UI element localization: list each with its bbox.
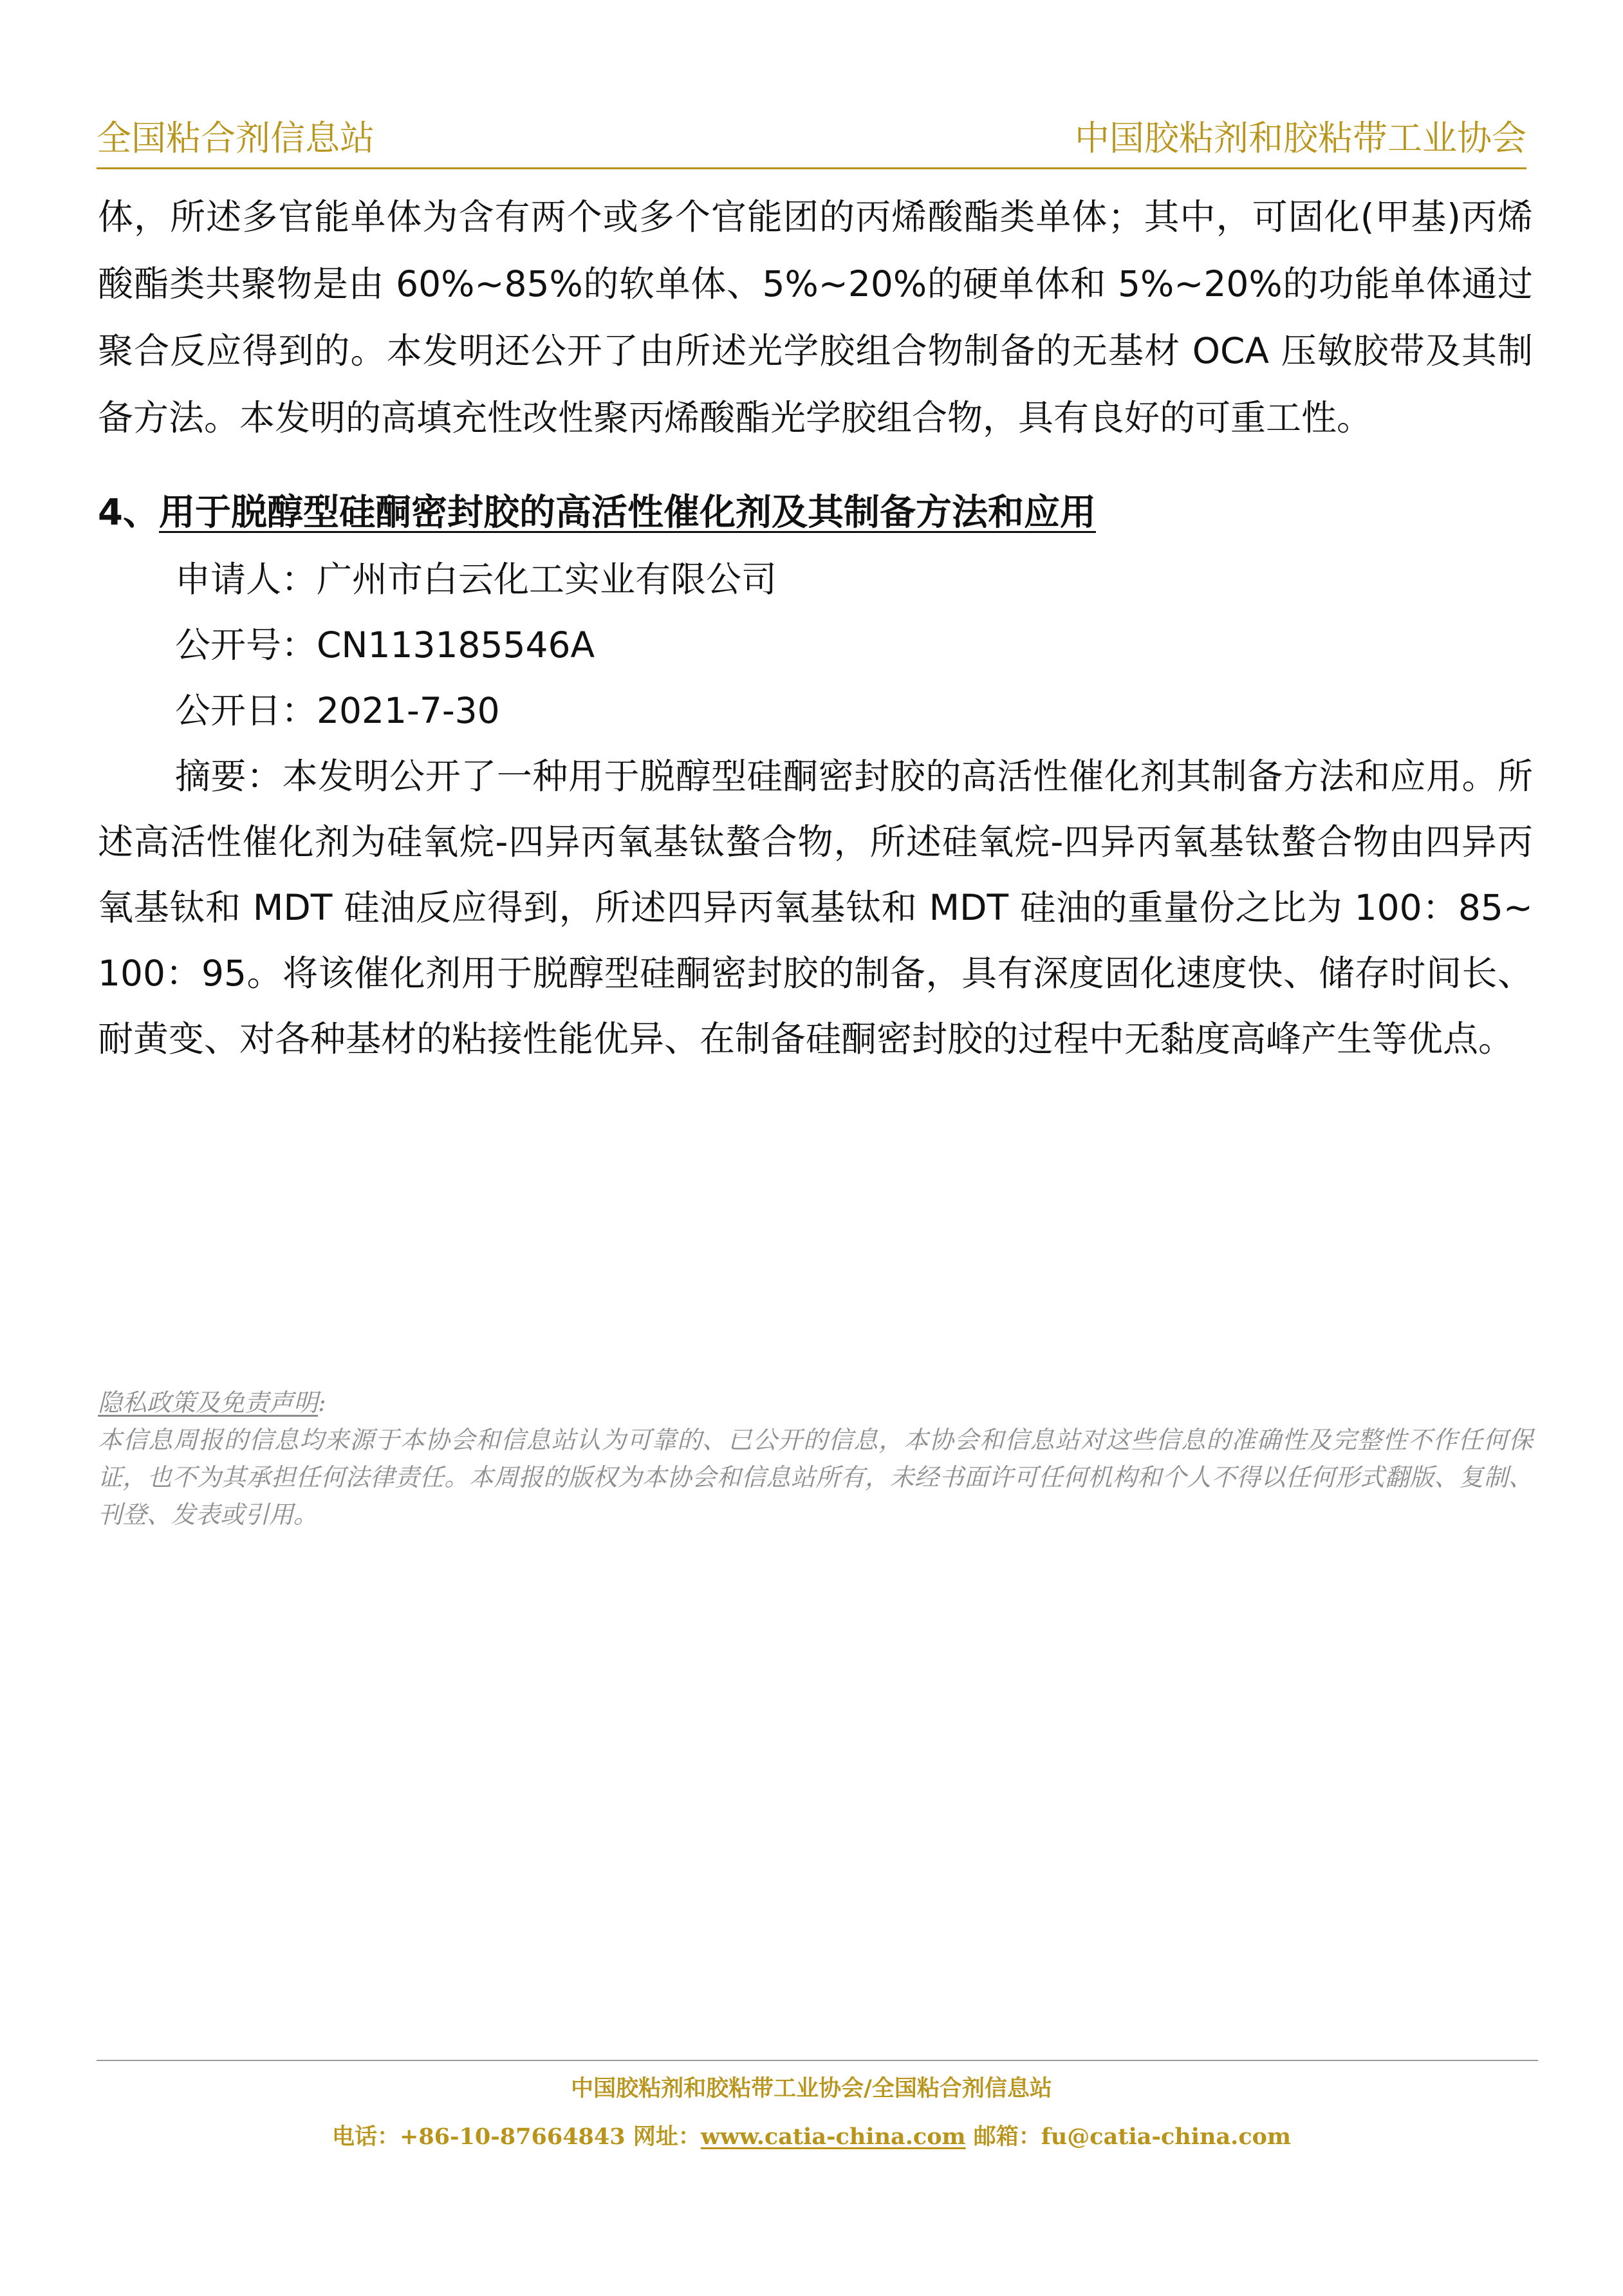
disclaimer-body: 本信息周报的信息均来源于本协会和信息站认为可靠的、已公开的信息，本协会和信息站对这些信息的准确性及完整性不作任何保证，也不为其承担任何法律责任。本周报的版权为本协会和信息站所有，未经书面许可任何机构和个人不得以任何形式翻版、复制、刊登、发表或引用。 (98, 1426, 1533, 1529)
section-title: 用于脱醇型硅酮密封胶的高活性催化剂及其制备方法和应用 (158, 492, 1096, 534)
footer-divider (97, 2060, 1538, 2061)
pub-no-value: CN113185546A (317, 624, 595, 666)
applicant-line (98, 546, 1533, 612)
disclaimer-colon: : (318, 1388, 326, 1417)
footer-org-line: 中国胶粘剂和胶粘带工业协会/全国粘合剂信息站 (571, 2075, 1052, 2102)
pub-date-value: 2021-7-30 (317, 690, 500, 731)
pub-no-label: 公开号： (175, 624, 317, 666)
disclaimer-title: 隐私政策及免责声明 (98, 1388, 319, 1417)
section-number: 4、 (98, 492, 159, 534)
abstract-paragraph: 摘要：本发明公开了一种用于脱醇型硅酮密封胶的高活性催化剂其制备方法和应用。所述高活性催化剂为硅氧烷-四异丙氧基钛螯合物，所述硅氧烷-四异丙氧基钛螯合物由四异丙氧基钛和 MDT 硅油反应得到，所述四异丙氧基钛和 MDT 硅油的重量份之比为 100：85~100：95。将该催化剂用于脱醇型硅酮密封胶的制备，具有深度固化速度快、储存时间长、耐黄变、对各种基材的粘接性能优异、在制备硅酮密封胶的过程中无黏度高峰产生等优点。 (98, 756, 1533, 1059)
disclaimer (98, 1384, 1533, 1533)
pub-date-label: 公开日： (175, 690, 317, 731)
intro-paragraph: 体，所述多官能单体为含有两个或多个官能团的丙烯酸酯类单体；其中，可固化(甲基)丙烯酸酯类共聚物是由 60%~85%的软单体、5%~20%的硬单体和 5%~20%的功能单体通过聚合反应得到的。本发明还公开了由所述光学胶组合物制备的无基材 OCA 压敏胶带及其制备方法。本发明的高填充性改性聚丙烯酸酯光学胶组合物，具有良好的可重工性。 (98, 196, 1533, 438)
header-left-title: 全国粘合剂信息站 (97, 118, 375, 158)
applicant-label: 申请人： (175, 559, 317, 600)
website-label: 网址： (633, 2123, 701, 2150)
website-link[interactable]: www.catia-china.com (700, 2123, 966, 2150)
header-right-title: 中国胶粘剂和胶粘带工业协会 (1075, 118, 1526, 158)
phone-value: +86-10-87664843 (400, 2123, 626, 2150)
email-label: 邮箱： (973, 2123, 1041, 2150)
applicant-value: 广州市白云化工实业有限公司 (317, 559, 777, 600)
section-heading (98, 480, 1533, 546)
page-header (97, 109, 1526, 169)
footer-contact-line (0, 2118, 1623, 2156)
phone-label: 电话： (331, 2123, 400, 2150)
pub-no-line (98, 612, 1533, 678)
main-content (98, 183, 1533, 1072)
pub-date-line (98, 678, 1533, 743)
email-value[interactable]: fu@catia-china.com (1041, 2123, 1292, 2150)
